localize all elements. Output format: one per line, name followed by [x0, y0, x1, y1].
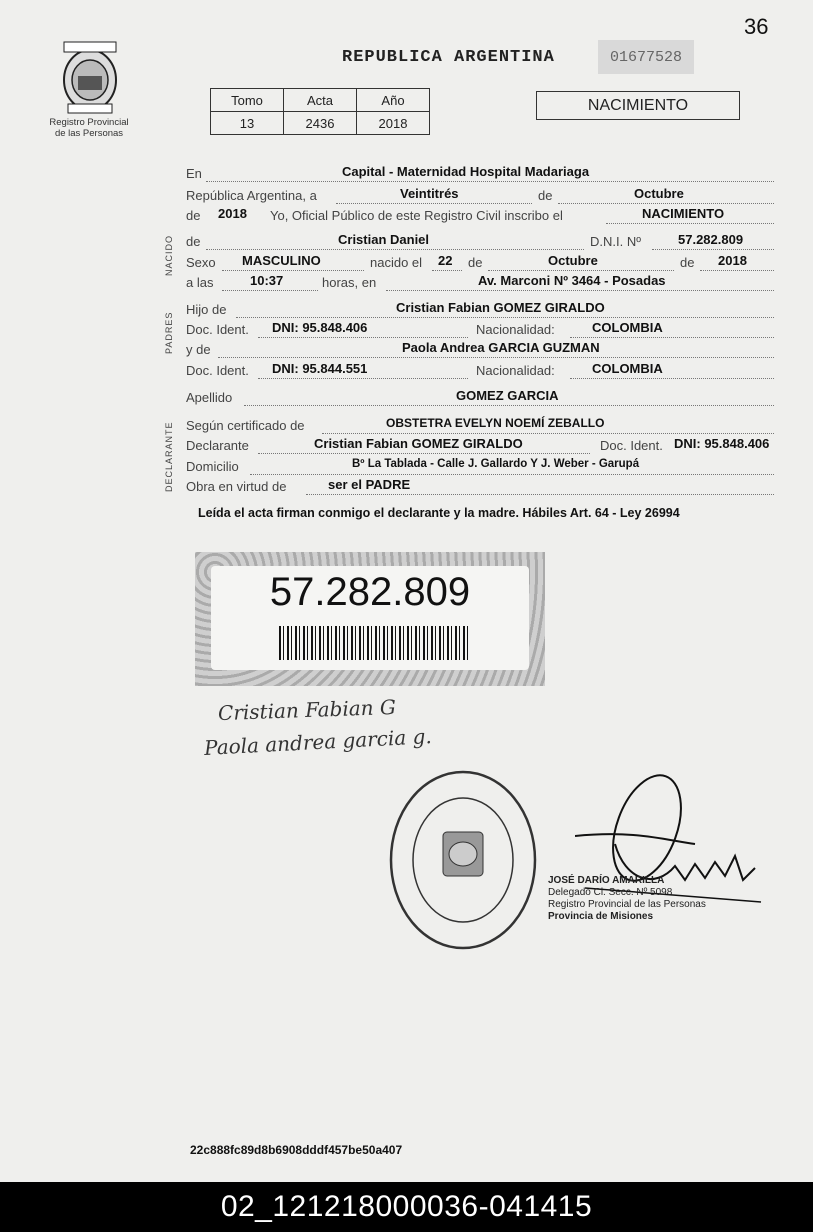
row-mother-doc: [186, 363, 774, 383]
value-father: Cristian Fabian GOMEZ GIRALDO: [396, 300, 605, 315]
label-a-las: a las: [186, 275, 214, 290]
row-father-doc: [186, 322, 774, 342]
row-mother: [186, 342, 774, 362]
book-header-tomo: Tomo: [211, 89, 284, 112]
row-name: [186, 234, 774, 254]
label-hijo-de: Hijo de: [186, 302, 227, 317]
side-label-declarante: DECLARANTE: [164, 421, 174, 492]
value-dni: 57.282.809: [678, 232, 744, 247]
value-mother: Paola Andrea GARCIA GUZMAN: [402, 340, 600, 355]
label-doc-ident-3: Doc. Ident.: [600, 438, 663, 453]
mother-handwritten-signature: Paola andrea garcia g.: [203, 724, 433, 760]
father-handwritten-signature: Cristian Fabian G: [217, 694, 397, 726]
book-table: [210, 88, 430, 135]
value-time: 10:37: [250, 273, 284, 288]
barcode: [279, 626, 469, 660]
value-father-doc: DNI: 95.848.406: [272, 320, 368, 335]
document-hash: 22c888fc89d8b6908dddf457be50a407: [190, 1143, 403, 1157]
dni-card-number: 57.282.809: [269, 570, 471, 614]
value-certificate: OBSTETRA EVELYN NOEMÍ ZEBALLO: [386, 416, 605, 430]
side-label-nacido: NACIDO: [164, 234, 174, 276]
value-mother-nationality: COLOMBIA: [592, 361, 663, 376]
value-by-virtue: ser el PADRE: [328, 477, 411, 492]
label-horas-en: horas, en: [322, 275, 377, 290]
legal-text: Leída el acta firman conmigo el declarante y la madre. Hábiles Art. 64 - Ley 26994: [198, 506, 680, 520]
value-declarant: Cristian Fabian GOMEZ GIRALDO: [314, 436, 523, 451]
book-value-acta: 2436: [284, 112, 357, 135]
label-sexo: Sexo: [186, 255, 216, 270]
value-mother-doc: DNI: 95.844.551: [272, 361, 368, 376]
value-sex: MASCULINO: [242, 253, 321, 268]
official-stamp: [388, 770, 538, 950]
logo-caption-line1: Registro Provincial: [49, 117, 129, 128]
official-org: Registro Provincial de las Personas: [548, 899, 706, 910]
label-de-1: de: [538, 188, 553, 203]
label-y-de: y de: [186, 342, 211, 357]
row-sex: [186, 255, 774, 275]
label-de-2: de: [186, 208, 201, 223]
footer-code-bar: 02_121218000036-041415: [0, 1182, 813, 1232]
label-segun-certificado: Según certificado de: [186, 418, 305, 433]
label-de-5: de: [680, 255, 695, 270]
label-yo: Yo, Oficial Público de este Registro Civil inscribo el: [270, 208, 563, 223]
label-nacionalidad-2: Nacionalidad:: [476, 363, 555, 378]
label-de-3: de: [186, 234, 201, 249]
value-name: Cristian Daniel: [338, 232, 430, 247]
book-value-tomo: 13: [211, 112, 284, 135]
label-obra: Obra en virtud de: [186, 479, 287, 494]
official-name: JOSÉ DARÍO AMARILLA: [548, 875, 665, 886]
label-de-4: de: [468, 255, 483, 270]
row-by-virtue: [186, 479, 774, 499]
official-signature-block: [548, 875, 706, 923]
label-nacionalidad-1: Nacionalidad:: [476, 322, 555, 337]
label-dni: D.N.I. Nº: [590, 234, 641, 249]
row-act: [186, 208, 774, 228]
value-address: Av. Marconi Nº 3464 - Posadas: [478, 273, 666, 288]
book-header-ano: Año: [357, 89, 430, 112]
label-declarante: Declarante: [186, 438, 249, 453]
label-republica: República Argentina, a: [186, 188, 317, 203]
document-title: REPUBLICA ARGENTINA: [342, 48, 555, 67]
label-en: En: [186, 166, 202, 181]
value-place: Capital - Maternidad Hospital Madariaga: [342, 164, 590, 179]
book-value-ano: 2018: [357, 112, 430, 135]
label-doc-ident-2: Doc. Ident.: [186, 363, 249, 378]
row-place: [186, 166, 774, 186]
row-father: [186, 302, 774, 322]
value-birth-day: 22: [438, 253, 453, 268]
dni-number-card: [195, 552, 545, 686]
label-domicilio: Domicilio: [186, 459, 239, 474]
value-surname: GOMEZ GARCIA: [456, 388, 559, 403]
label-apellido: Apellido: [186, 390, 233, 405]
value-birth-year: 2018: [718, 253, 747, 268]
side-label-padres: PADRES: [164, 311, 174, 354]
page-number: 36: [744, 14, 769, 39]
value-month: Octubre: [634, 186, 684, 201]
value-birth-month: Octubre: [548, 253, 598, 268]
record-type-box: NACIMIENTO: [536, 91, 740, 120]
label-doc-ident-1: Doc. Ident.: [186, 322, 249, 337]
value-declarant-doc: DNI: 95.848.406: [674, 436, 770, 451]
value-act-type: NACIMIENTO: [642, 206, 725, 221]
value-father-nationality: COLOMBIA: [592, 320, 663, 335]
value-year: 2018: [218, 206, 247, 221]
serial-number: 01677528: [598, 40, 694, 74]
coat-of-arms-logo: [50, 36, 130, 116]
value-day-words: Veintitrés: [400, 186, 459, 201]
row-declarant: [186, 438, 774, 458]
book-header-acta: Acta: [284, 89, 357, 112]
row-certificate: [186, 418, 774, 438]
row-date: [186, 188, 774, 208]
value-domicile: Bº La Tablada - Calle J. Gallardo Y J. Weber - Garupá: [352, 458, 640, 470]
row-time: [186, 275, 774, 295]
official-role: Delegado Cl. Secc. Nº 5098: [548, 887, 673, 898]
official-province: Provincia de Misiones: [548, 911, 654, 922]
row-surname: [186, 390, 774, 410]
label-nacido-el: nacido el: [370, 255, 423, 270]
logo-caption: [34, 117, 144, 139]
logo-caption-line2: de las Personas: [54, 128, 124, 139]
row-domicile: [186, 459, 774, 479]
